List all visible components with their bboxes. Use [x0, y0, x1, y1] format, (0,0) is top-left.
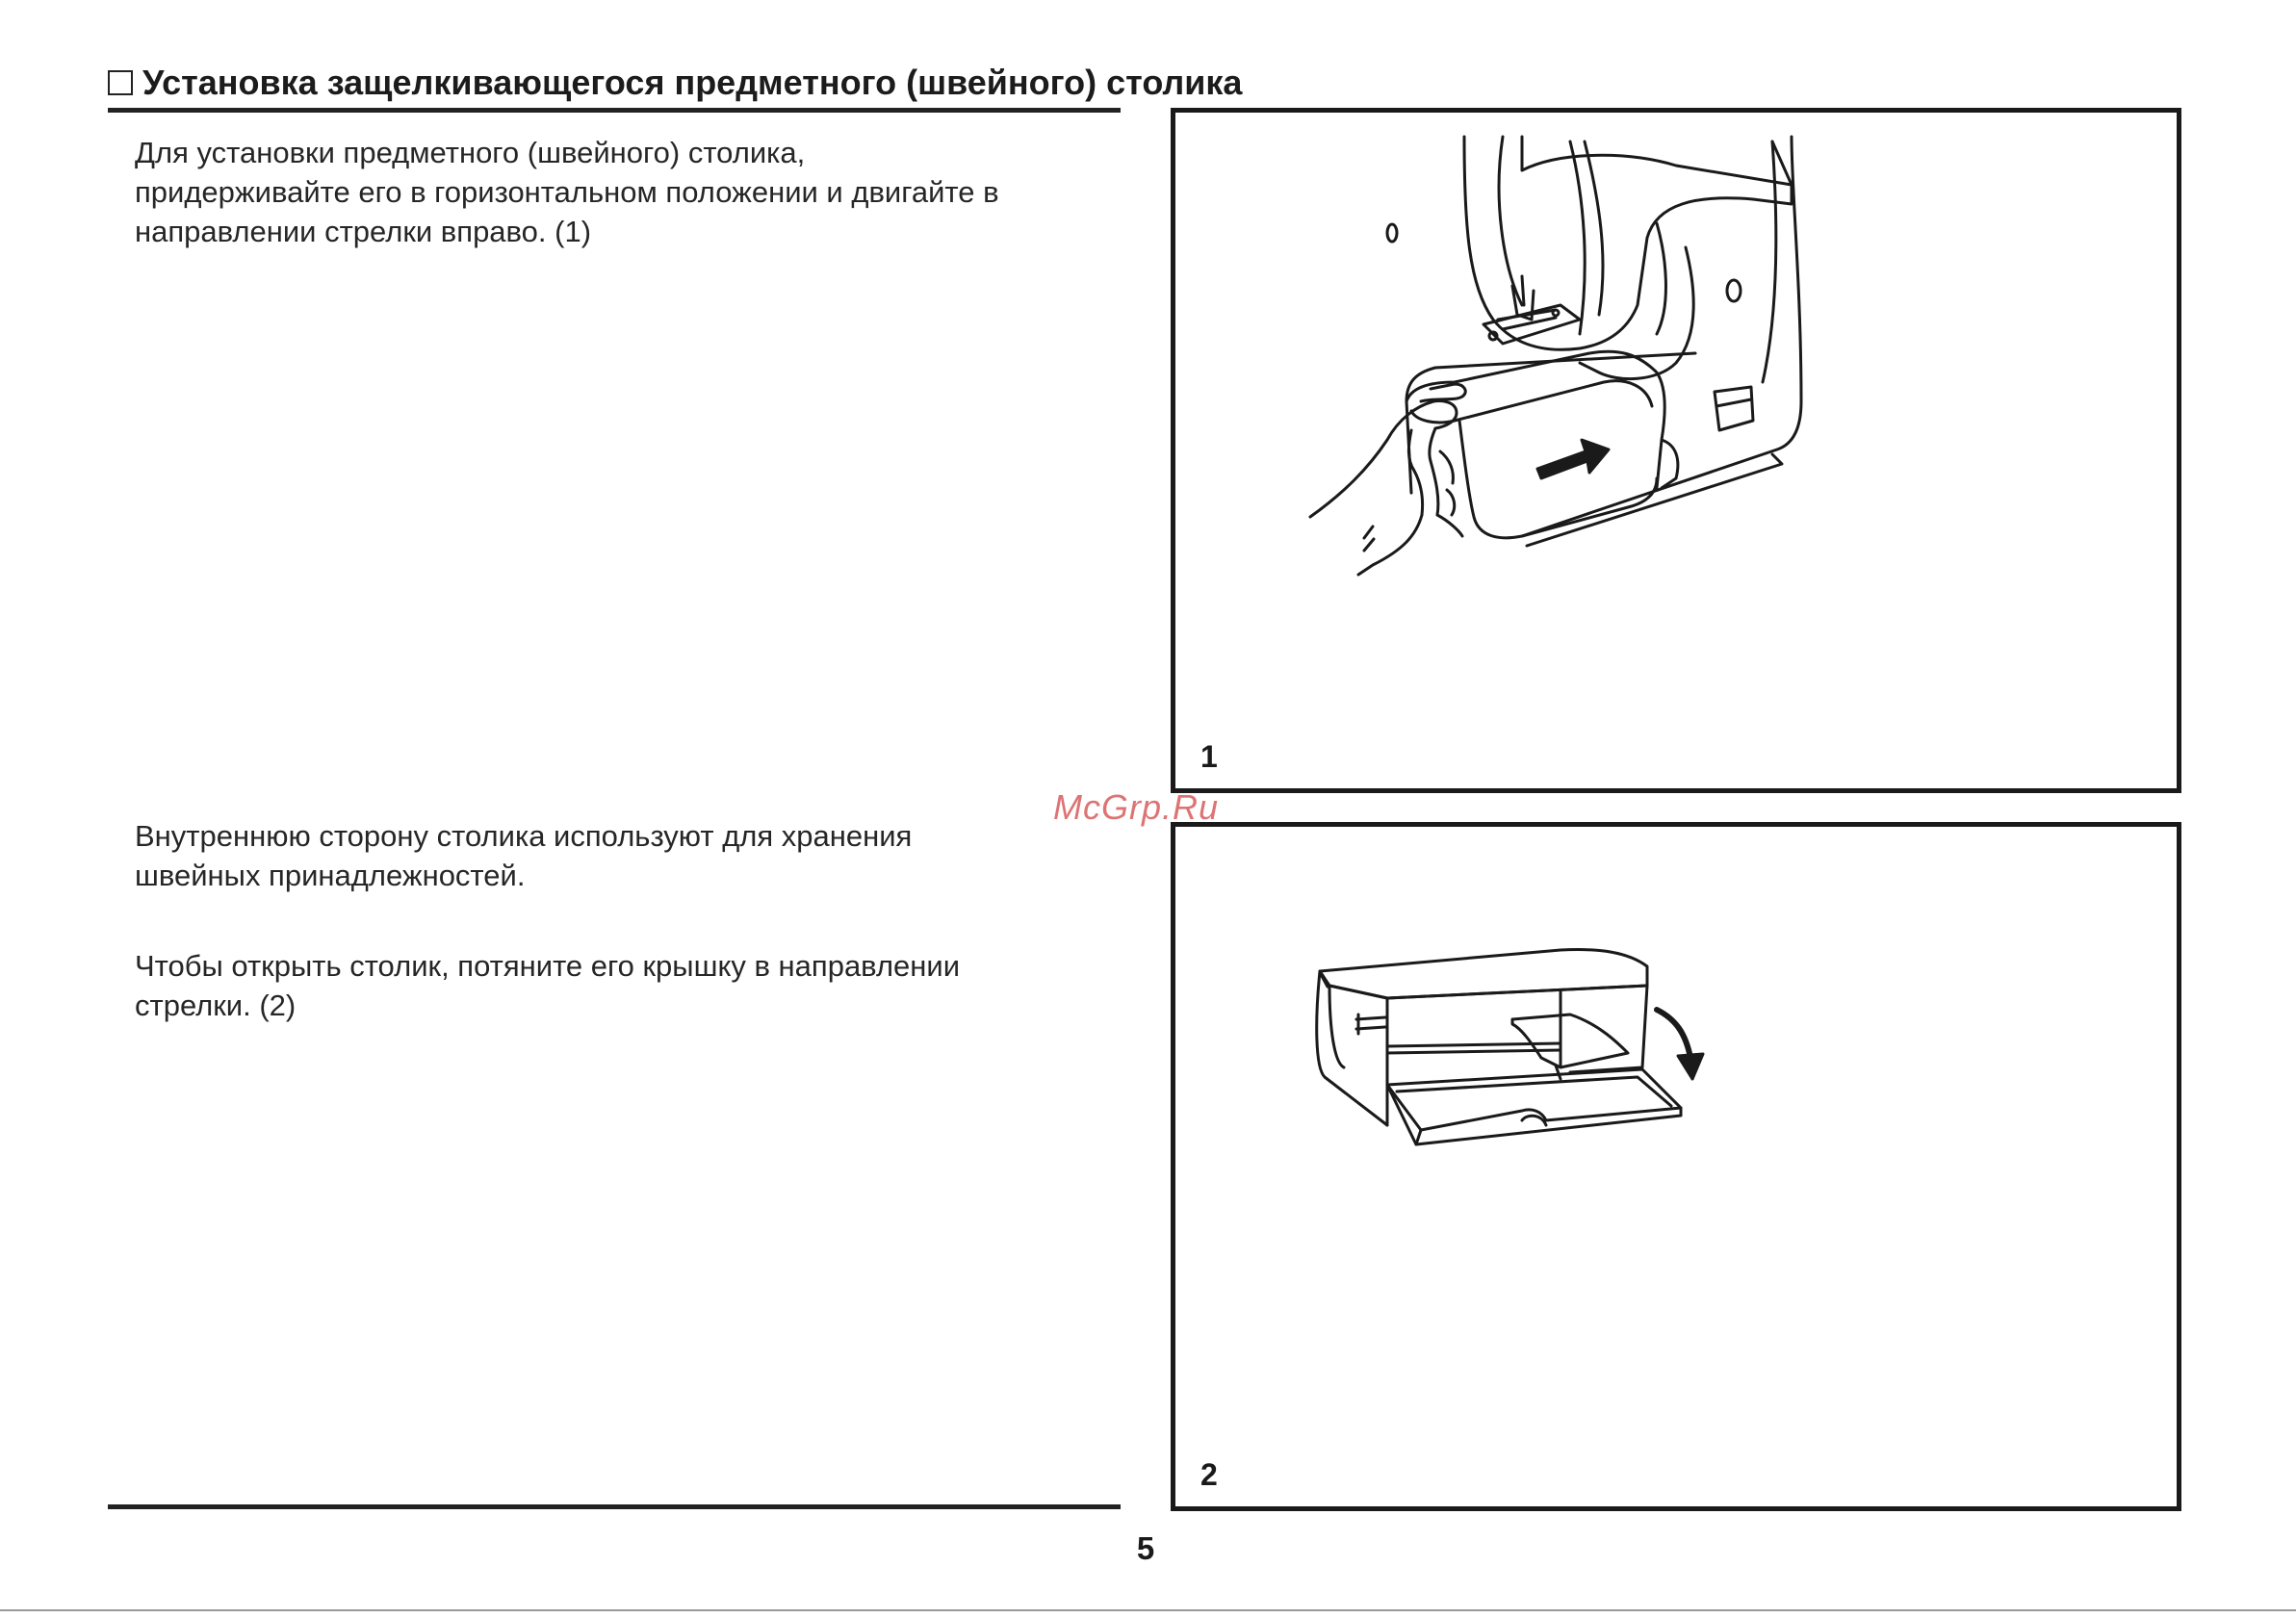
page-number: 5 — [1136, 1530, 1155, 1566]
checkbox-square-icon — [108, 70, 133, 95]
paragraph-line: Внутреннюю сторону столика используют для хранения — [135, 819, 913, 853]
figure-1-number: 1 — [1200, 739, 1218, 774]
figure-2-number: 2 — [1200, 1457, 1218, 1492]
accessory-table-illustration — [1175, 827, 2177, 1506]
paragraph-line: швейных принадлежностей. — [135, 859, 526, 892]
section-title: Установка защелкивающегося предметного (швейного) столика — [142, 63, 1243, 102]
paragraph-line: Для установки предметного (швейного) столика, — [135, 136, 806, 169]
figure-1-illustration — [1171, 108, 2181, 793]
paragraph-line: стрелки. (2) — [135, 989, 297, 1022]
bottom-rule — [108, 1504, 1121, 1509]
instruction-paragraph-1 — [135, 133, 1117, 251]
instruction-paragraph-3 — [135, 946, 1117, 1025]
footer-divider — [0, 1609, 2296, 1611]
figure-2-illustration — [1171, 822, 2181, 1511]
paragraph-line: направлении стрелки вправо. (1) — [135, 215, 592, 248]
heading-underline — [108, 108, 1121, 113]
paragraph-line: Чтобы открыть столик, потяните его крышку в направлении — [135, 949, 961, 983]
paragraph-line: придерживайте его в горизонтальном положении и двигайте в — [135, 175, 999, 209]
sewing-machine-illustration — [1175, 113, 2177, 788]
section-heading — [108, 56, 1475, 110]
instruction-paragraph-2 — [135, 816, 1117, 895]
watermark: McGrp.Ru — [1053, 787, 1220, 827]
